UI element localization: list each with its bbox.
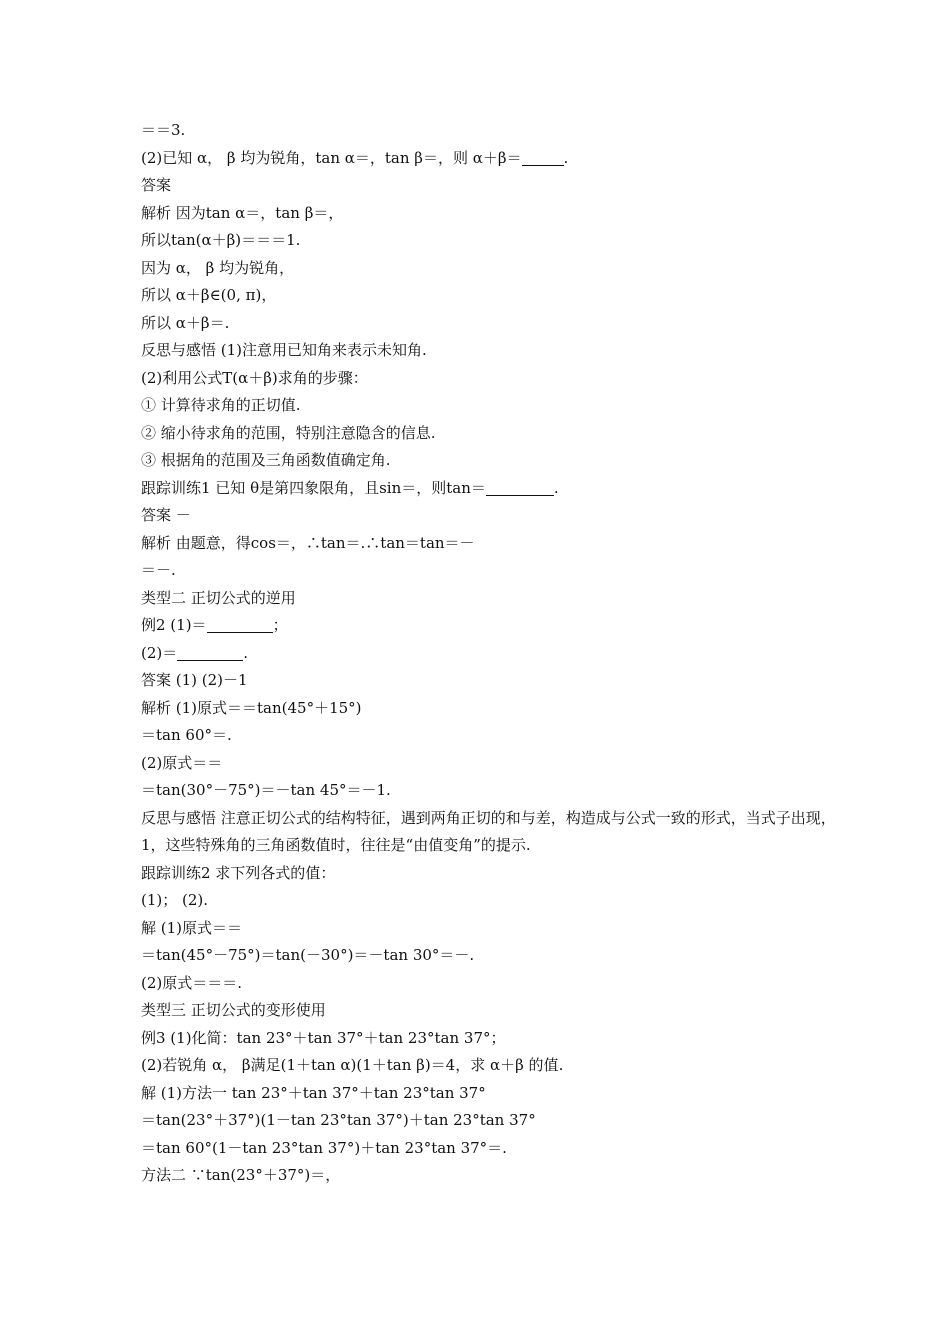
text-line: (1)； (2). [141, 891, 209, 909]
text-line: 解析 因为tan α＝，tan β＝， [141, 203, 344, 222]
answer-blank [207, 616, 273, 633]
text-line: ＝－. [141, 561, 176, 579]
text-line [141, 640, 841, 668]
text-line: 解 (1)原式＝＝ [141, 918, 243, 937]
text-line: 答案 － [141, 506, 191, 524]
text-line: 反思与感悟 (1)注意用已知角来表示未知角. [141, 341, 427, 359]
text-segment: 跟踪训练1 已知 θ是第四象限角，且sin＝，则tan＝ [141, 478, 486, 497]
text-line: 跟踪训练2 求下列各式的值： [141, 863, 336, 882]
text-line: 例3 (1)化简：tan 23°＋tan 37°＋tan 23°tan 37°； [141, 1028, 506, 1047]
text-paragraph: 反思与感悟 注意正切公式的结构特征，遇到两角正切的和与差，构造成与公式一致的形式，当式子出现，1，这些特殊角的三角函数值时，往往是“由值变角”的提示. [141, 808, 836, 854]
text-line: ＝tan(23°＋37°)(1－tan 23°tan 37°)＋tan 23°tan 37° [141, 1111, 536, 1129]
text-line: (2)原式＝＝ [141, 753, 223, 772]
text-segment: . [563, 148, 569, 167]
text-line: 解析 由题意，得cos＝，∴tan＝.∴tan＝tan＝－ [141, 533, 475, 552]
text-line [141, 612, 841, 640]
text-line [141, 475, 841, 503]
answer-blank [486, 479, 554, 496]
answer-blank [522, 149, 564, 166]
text-line: 解析 (1)原式＝＝tan(45°＋15°) [141, 698, 362, 717]
text-line: 解 (1)方法一 tan 23°＋tan 37°＋tan 23°tan 37° [141, 1083, 486, 1102]
section-heading: 类型三 正切公式的变形使用 [141, 1001, 326, 1019]
text-line: ＝tan(30°－75°)＝－tan 45°＝－1. [141, 781, 391, 799]
text-line: 所以tan(α＋β)＝＝＝1. [141, 231, 301, 249]
text-line: 答案 (1) (2)－1 [141, 671, 248, 689]
text-line: (2)利用公式T(α＋β)求角的步骤： [141, 368, 368, 387]
text-line: ＝tan 60°(1－tan 23°tan 37°)＋tan 23°tan 37°＝. [141, 1138, 507, 1157]
text-line: (2)若锐角 α， β满足(1＋tan α)(1＋tan β)＝4，求 α＋β 的值. [141, 1056, 564, 1074]
text-segment: . [243, 643, 249, 662]
text-line: 所以 α＋β＝. [141, 313, 230, 332]
text-line: ① 计算待求角的正切值. [141, 396, 301, 414]
text-line: (2)原式＝＝＝. [141, 973, 243, 992]
text-line: ＝tan(45°－75°)＝tan(－30°)＝－tan 30°＝－. [141, 946, 475, 964]
answer-blank [177, 644, 243, 661]
text-line: 方法二 ∵tan(23°＋37°)＝， [141, 1166, 341, 1184]
text-line: ② 缩小待求角的范围，特别注意隐含的信息. [141, 423, 436, 442]
text-segment: 例2 (1)＝ [141, 616, 207, 634]
text-line: ＝tan 60°＝. [141, 726, 232, 744]
text-line: 所以 α＋β∈(0, π)， [141, 286, 277, 304]
text-line: 答案 [141, 176, 172, 194]
text-segment: . [553, 478, 559, 497]
text-segment: (2)＝ [141, 643, 178, 662]
text-segment: (2)已知 α， β 均为锐角，tan α＝，tan β＝，则 α＋β＝ [141, 148, 522, 167]
text-line: ＝＝3. [141, 121, 186, 139]
text-line: 因为 α， β 均为锐角， [141, 258, 295, 277]
text-line: ③ 根据角的范围及三角函数值确定角. [141, 451, 391, 469]
text-line [141, 145, 841, 173]
document-body [141, 117, 841, 1190]
text-segment: ； [272, 616, 288, 634]
section-heading: 类型二 正切公式的逆用 [141, 588, 296, 607]
